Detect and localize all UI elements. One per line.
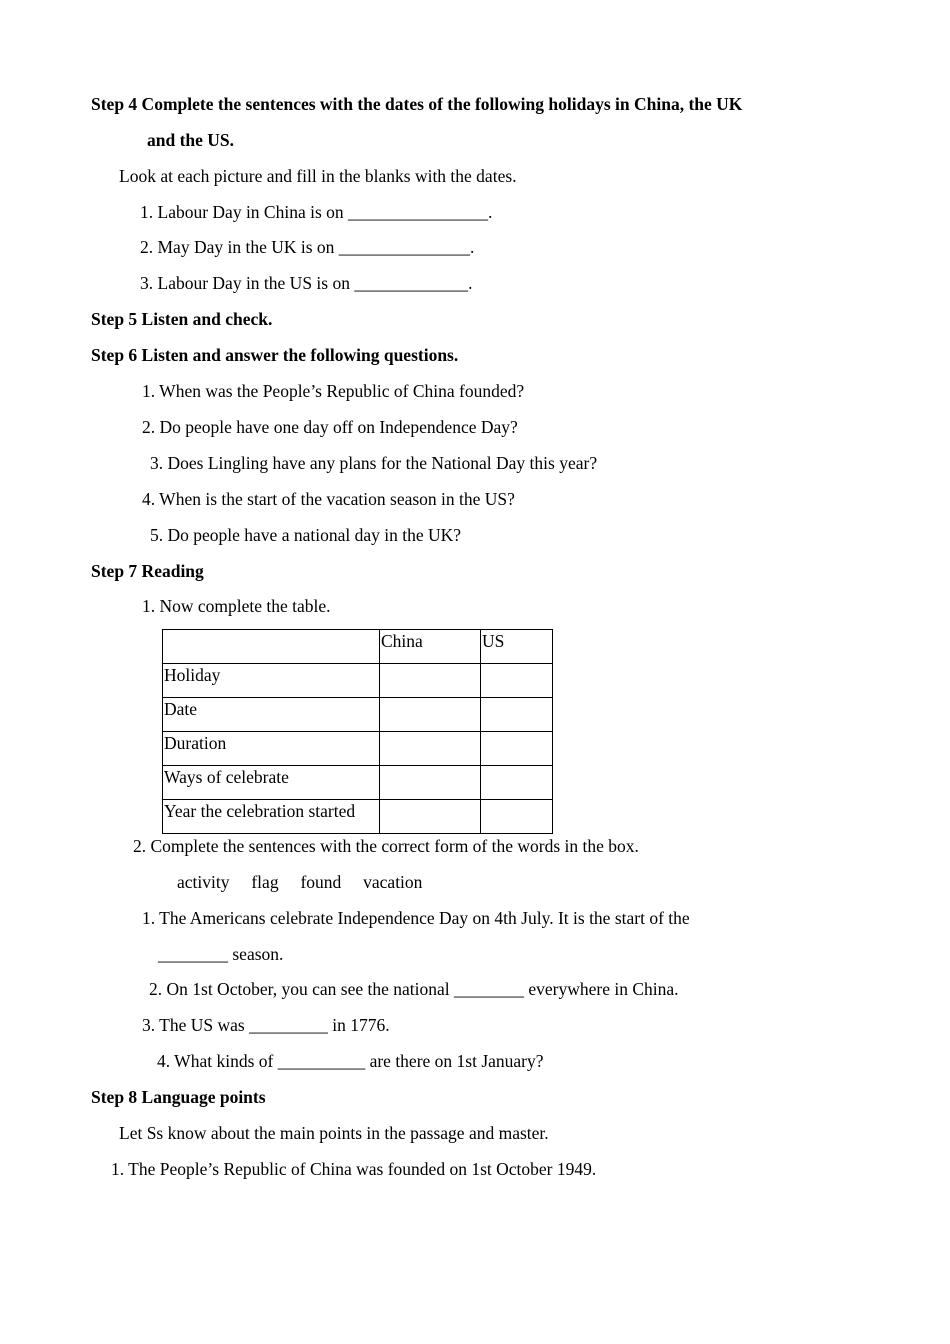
step4-item: 1. Labour Day in China is on ________________.	[140, 202, 493, 222]
table-cell	[380, 800, 481, 834]
table-row	[163, 698, 553, 732]
step4-heading: Step 4 Complete the sentences with the dates of the following holidays in China, the UK	[91, 94, 743, 114]
table-cell	[481, 698, 553, 732]
table-header-row	[163, 630, 553, 664]
table-row-label: Holiday	[163, 664, 380, 698]
step6-heading: Step 6 Listen and answer the following questions.	[91, 345, 459, 365]
table-header-cell: US	[481, 630, 553, 664]
step8-intro: Let Ss know about the main points in the passage and master.	[119, 1123, 549, 1143]
table-cell	[481, 732, 553, 766]
step4-instruction: Look at each picture and fill in the blanks with the dates.	[119, 166, 517, 186]
step8-point: 1. The People’s Republic of China was founded on 1st October 1949.	[111, 1159, 597, 1179]
step6-question: 3. Does Lingling have any plans for the National Day this year?	[150, 453, 598, 473]
table-row-label: Duration	[163, 732, 380, 766]
step7-task2: 2. Complete the sentences with the correct form of the words in the box.	[133, 836, 639, 856]
step4-item: 2. May Day in the UK is on _______________.	[140, 237, 475, 257]
step7-sentence: 4. What kinds of __________ are there on 1st January?	[157, 1051, 544, 1071]
step4-item: 3. Labour Day in the US is on _____________.	[140, 273, 473, 293]
step4-heading-cont: and the US.	[147, 130, 235, 150]
table-row	[163, 664, 553, 698]
table-cell	[481, 766, 553, 800]
table-row-label: Ways of celebrate	[163, 766, 380, 800]
table-header-cell	[163, 630, 380, 664]
table-row-label: Date	[163, 698, 380, 732]
table-row-label: Year the celebration started	[163, 800, 380, 834]
step6-question: 1. When was the People’s Republic of China founded?	[142, 381, 525, 401]
table-row	[163, 800, 553, 834]
word-box: activity flag found vacation	[177, 872, 423, 892]
step8-heading: Step 8 Language points	[91, 1087, 266, 1107]
table-header-cell: China	[380, 630, 481, 664]
step6-question: 5. Do people have a national day in the UK?	[150, 525, 462, 545]
table-row	[163, 732, 553, 766]
table-cell	[481, 664, 553, 698]
step5-heading: Step 5 Listen and check.	[91, 309, 273, 329]
holiday-table	[162, 629, 553, 834]
step6-question: 2. Do people have one day off on Independence Day?	[142, 417, 518, 437]
step7-task1: 1. Now complete the table.	[142, 596, 331, 616]
step7-sentence: 2. On 1st October, you can see the national ________ everywhere in China.	[149, 979, 679, 999]
table-cell	[380, 664, 481, 698]
table-cell	[380, 698, 481, 732]
step7-sentence: 3. The US was _________ in 1776.	[142, 1015, 390, 1035]
step6-question: 4. When is the start of the vacation season in the US?	[142, 489, 515, 509]
table-cell	[481, 800, 553, 834]
table-cell	[380, 732, 481, 766]
step7-sentence: 1. The Americans celebrate Independence Day on 4th July. It is the start of the	[142, 908, 690, 928]
step7-sentence-cont: ________ season.	[158, 944, 284, 964]
table-cell	[380, 766, 481, 800]
step7-heading: Step 7 Reading	[91, 561, 204, 581]
table-row	[163, 766, 553, 800]
